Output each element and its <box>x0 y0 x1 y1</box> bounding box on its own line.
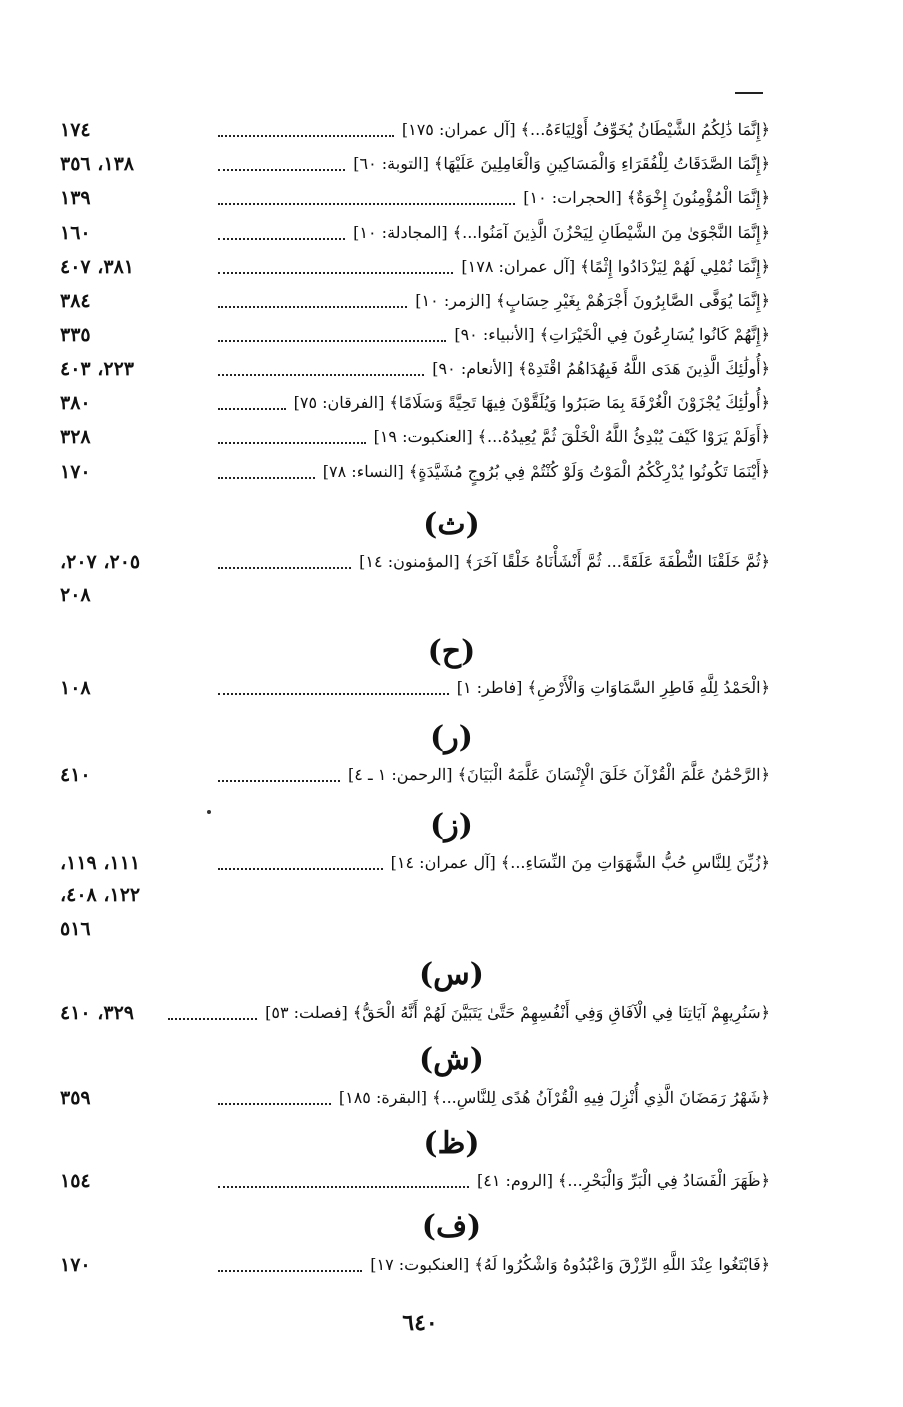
index-entry <box>60 388 770 418</box>
page-refs: ١١١، ١١٩، <box>60 852 141 874</box>
verse-text: ﴿فَابْتَغُوا عِنْدَ اللَّهِ الرِّزْقَ وَاعْبُدُوهُ وَاشْكُرُوا لَهُ﴾ [العنكبوت: ١٧] <box>370 1255 770 1274</box>
page-refs: ٢٠٥، ٢٠٧، <box>60 551 141 573</box>
verse-text: ﴿إِنَّمَا يُوَفَّى الصَّابِرُونَ أَجْرَهُمْ بِغَيْرِ حِسَابٍ﴾ [الزمر: ١٠] <box>415 291 770 310</box>
verse-text: ﴿إِنَّمَا ذَٰلِكُمُ الشَّيْطَانُ يُخَوِّفُ أَوْلِيَاءَهُ...﴾ [آل عمران: ١٧٥] <box>401 120 770 139</box>
leader-dots <box>218 1186 469 1188</box>
section-heading: (ر) <box>430 720 473 755</box>
page-refs: ١٧٠ <box>60 461 91 483</box>
section-heading: (ف) <box>421 1209 482 1244</box>
leader-dots <box>218 1103 331 1105</box>
verse-text: ﴿إِنَّمَا الصَّدَقَاتُ لِلْفُقَرَاءِ وَالْمَسَاكِينِ وَالْعَامِلِينَ عَلَيْهَا﴾ [التوبة: ٦٠] <box>353 154 770 173</box>
verse-text: ﴿الْحَمْدُ لِلَّهِ فَاطِرِ السَّمَاوَاتِ وَالْأَرْضِ﴾ [فاطر: ١] <box>456 678 770 697</box>
page-refs-continued: ١٢٢، ٤٠٨، <box>60 884 141 906</box>
page-refs-continued: ٥١٦ <box>60 918 91 940</box>
section-heading: (ث) <box>423 507 480 542</box>
page-refs: ١٦٠ <box>60 222 91 244</box>
leader-dots <box>218 1270 362 1272</box>
index-entry <box>60 673 770 703</box>
index-entry <box>60 115 770 145</box>
page-refs: ١٣٩ <box>60 187 91 209</box>
verse-text: ﴿أُولَٰئِكَ الَّذِينَ هَدَى اللَّهُ فَبِهُدَاهُمُ اقْتَدِهْ﴾ [الأنعام: ٩٠] <box>432 359 770 378</box>
verse-text: ﴿سَنُرِيهِمْ آيَاتِنَا فِي الْآفَاقِ وَفِي أَنْفُسِهِمْ حَتَّىٰ يَتَبَيَّنَ لَهُمْ أَنَّهُ الْحَقُّ﴾ [فصلت: ٥٣] <box>265 1003 770 1022</box>
page-refs: ٣٢٨ <box>60 426 91 448</box>
index-entry <box>60 1166 770 1196</box>
page-refs: ١٧٠ <box>60 1254 91 1276</box>
page-refs-continued: ٢٠٨ <box>60 584 91 606</box>
leader-dots <box>218 272 453 274</box>
verse-text: ﴿إِنَّمَا النَّجْوَىٰ مِنَ الشَّيْطَانِ لِيَحْزُنَ الَّذِينَ آمَنُوا...﴾ [المجادلة: ١٠] <box>353 223 770 242</box>
leader-dots <box>218 477 315 479</box>
leader-dots <box>218 135 394 137</box>
verse-text: ﴿أَيْنَمَا تَكُونُوا يُدْرِكْكُمُ الْمَوْتُ وَلَوْ كُنْتُمْ فِي بُرُوجٍ مُشَيَّدَةٍ﴾ [النساء: ٧٨] <box>322 462 770 481</box>
page-refs: ٣٨١، ٤٠٧ <box>60 256 134 278</box>
index-entry <box>60 760 770 790</box>
leader-dots <box>218 693 449 695</box>
index-entry <box>60 354 770 384</box>
page-refs: ٣٣٥ <box>60 324 91 346</box>
page-refs: ٤١٠ <box>60 764 91 786</box>
section-heading: (ز) <box>430 808 473 843</box>
verse-text: ﴿ظَهَرَ الْفَسَادُ فِي الْبَرِّ وَالْبَحْرِ...﴾ [الروم: ٤١] <box>477 1171 770 1190</box>
section-heading: (ح) <box>427 634 476 669</box>
verse-text: ﴿الرَّحْمَٰنُ عَلَّمَ الْقُرْآنَ خَلَقَ الْإِنْسَانَ عَلَّمَهُ الْبَيَانَ﴾ [الرحمن: ١ ـ ٤] <box>348 765 770 784</box>
page-refs: ٢٢٣، ٤٠٣ <box>60 358 134 380</box>
verse-text: ﴿ثُمَّ خَلَقْنَا النُّطْفَةَ عَلَقَةً... ثُمَّ أَنْشَأْنَاهُ خَلْقًا آخَرَ﴾ [المؤمنون: ١٤] <box>359 552 770 571</box>
index-entry <box>60 422 770 452</box>
leader-dots <box>218 306 407 308</box>
page-refs: ١٣٨، ٣٥٦ <box>60 153 134 175</box>
verse-text: ﴿أَوَلَمْ يَرَوْا كَيْفَ يُبْدِئُ اللَّهُ الْخَلْقَ ثُمَّ يُعِيدُهُ...﴾ [العنكبوت: ١٩] <box>373 427 770 446</box>
leader-dots <box>218 169 345 171</box>
index-entry <box>60 998 770 1028</box>
leader-dots <box>218 442 366 444</box>
leader-dots <box>218 780 340 782</box>
verse-text: ﴿شَهْرُ رَمَضَانَ الَّذِي أُنْزِلَ فِيهِ الْقُرْآنُ هُدًى لِلنَّاسِ...﴾ [البقرة: ١٨٥] <box>338 1088 770 1107</box>
page-refs: ١٠٨ <box>60 677 91 699</box>
section-heading: (ش) <box>418 1042 484 1077</box>
verse-text: ﴿إِنَّمَا الْمُؤْمِنُونَ إِخْوَةٌ﴾ [الحجرات: ١٠] <box>523 188 770 207</box>
index-entry <box>60 183 770 213</box>
page-refs: ١٥٤ <box>60 1170 91 1192</box>
index-entry <box>60 848 770 878</box>
index-entry <box>60 286 770 316</box>
index-entry <box>60 1083 770 1113</box>
verse-text: ﴿إِنَّهُمْ كَانُوا يُسَارِعُونَ فِي الْخَيْرَاتِ﴾ [الأنبياء: ٩٠] <box>454 325 770 344</box>
page-refs: ٣٨٠ <box>60 392 91 414</box>
index-entry <box>60 218 770 248</box>
section-heading: (ظ) <box>423 1126 480 1161</box>
verse-text: ﴿أُولَٰئِكَ يُجْزَوْنَ الْغُرْفَةَ بِمَا صَبَرُوا وَيُلَقَّوْنَ فِيهَا تَحِيَّةً وَسَلَامًا﴾ [الفرقان: ٧٥] <box>293 393 770 412</box>
index-entry <box>60 1250 770 1280</box>
index-entry <box>60 547 770 577</box>
leader-dots <box>218 408 286 410</box>
leader-dots <box>218 203 515 205</box>
top-mark <box>735 92 763 94</box>
index-entry <box>60 320 770 350</box>
page-number: ٦٤٠ <box>402 1310 438 1336</box>
index-entry <box>60 252 770 282</box>
leader-dots <box>218 868 383 870</box>
leader-dots <box>218 567 351 569</box>
leader-dots <box>218 238 345 240</box>
page-refs: ١٧٤ <box>60 119 91 141</box>
section-heading: (س) <box>418 957 484 992</box>
index-entry <box>60 149 770 179</box>
index-entry <box>60 457 770 487</box>
page-refs: ٣٥٩ <box>60 1087 91 1109</box>
leader-dots <box>218 374 424 376</box>
page-refs: ٣٨٤ <box>60 290 91 312</box>
verse-text: ﴿إِنَّمَا نُمْلِي لَهُمْ لِيَزْدَادُوا إِثْمًا﴾ [آل عمران: ١٧٨] <box>461 257 770 276</box>
page-refs: ٣٢٩، ٤١٠ <box>60 1002 134 1024</box>
verse-text: ﴿زُيِّنَ لِلنَّاسِ حُبُّ الشَّهَوَاتِ مِنَ النِّسَاءِ...﴾ [آل عمران: ١٤] <box>390 853 770 872</box>
leader-dots <box>218 340 446 342</box>
